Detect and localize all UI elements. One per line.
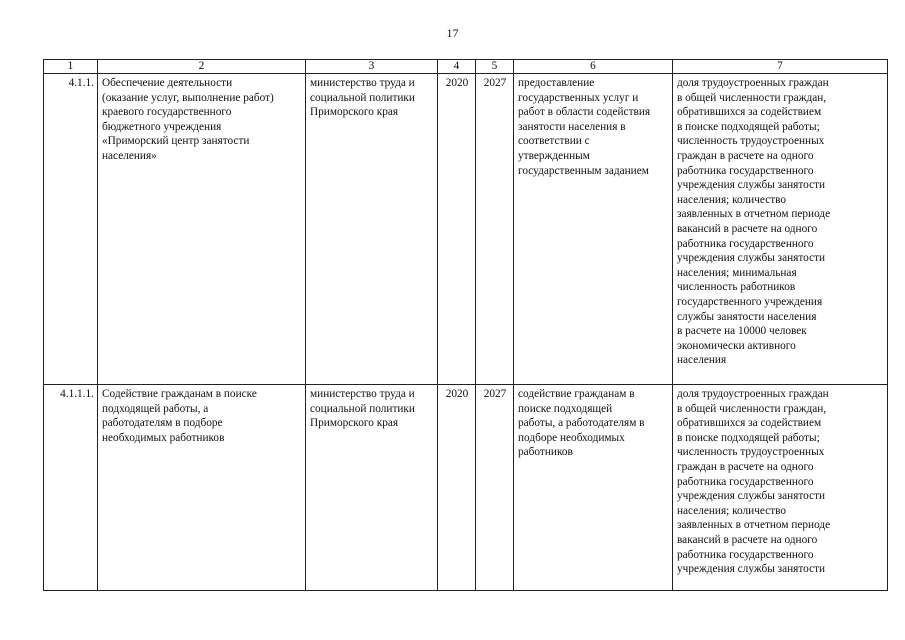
column-header: 1: [44, 60, 98, 74]
table-row: [44, 385, 888, 591]
item-code: 4.1.1.: [44, 74, 98, 385]
item-result: содействие гражданам в поиске подходящей работы, а работодателям в подборе необходимых работников: [514, 385, 673, 591]
item-executor: министерство труда и социальной политики Приморского края: [306, 385, 438, 591]
item-start-year: 2020: [438, 385, 476, 591]
item-code: 4.1.1.1.: [44, 385, 98, 591]
column-header: 6: [514, 60, 673, 74]
item-end-year: 2027: [476, 74, 514, 385]
page-number: 17: [446, 26, 459, 40]
column-header: 5: [476, 60, 514, 74]
table-row: [44, 74, 888, 385]
item-indicators: доля трудоустроенных граждан в общей численности граждан, обратившихся за содействием в поиске подходящей работы; численность трудоустроенных граждан в расчете на одного работника государственного учреждения службы занятости населения; количество заявленных в отчетном периоде вакансий в расчете на одного работника государственного учреждения службы занятости: [673, 385, 888, 591]
column-header: 3: [306, 60, 438, 74]
item-indicators: доля трудоустроенных граждан в общей численности граждан, обратившихся за содействием в поиске подходящей работы; численность трудоустроенных граждан в расчете на одного работника государственного учреждения службы занятости населения; количество заявленных в отчетном периоде вакансий в расчете на одного работника государственного учреждения службы занятости населения; минимальная численность работников государственного учреждения службы занятости населения в расчете на 10000 человек экономически активного населения: [673, 74, 888, 385]
column-header: 7: [673, 60, 888, 74]
table-header-row: [44, 60, 888, 74]
item-executor: министерство труда и социальной политики Приморского края: [306, 74, 438, 385]
program-activities-table: [43, 59, 888, 591]
item-result: предоставление государственных услуг и работ в области содействия занятости населения в соответствии с утвержденным государственным заданием: [514, 74, 673, 385]
item-start-year: 2020: [438, 74, 476, 385]
column-header: 4: [438, 60, 476, 74]
item-end-year: 2027: [476, 385, 514, 591]
item-name: Содействие гражданам в поиске подходящей работы, а работодателям в подборе необходимых работников: [98, 385, 306, 591]
column-header: 2: [98, 60, 306, 74]
item-name: Обеспечение деятельности (оказание услуг, выполнение работ) краевого государственного бюджетного учреждения «Приморский центр занятости населения»: [98, 74, 306, 385]
